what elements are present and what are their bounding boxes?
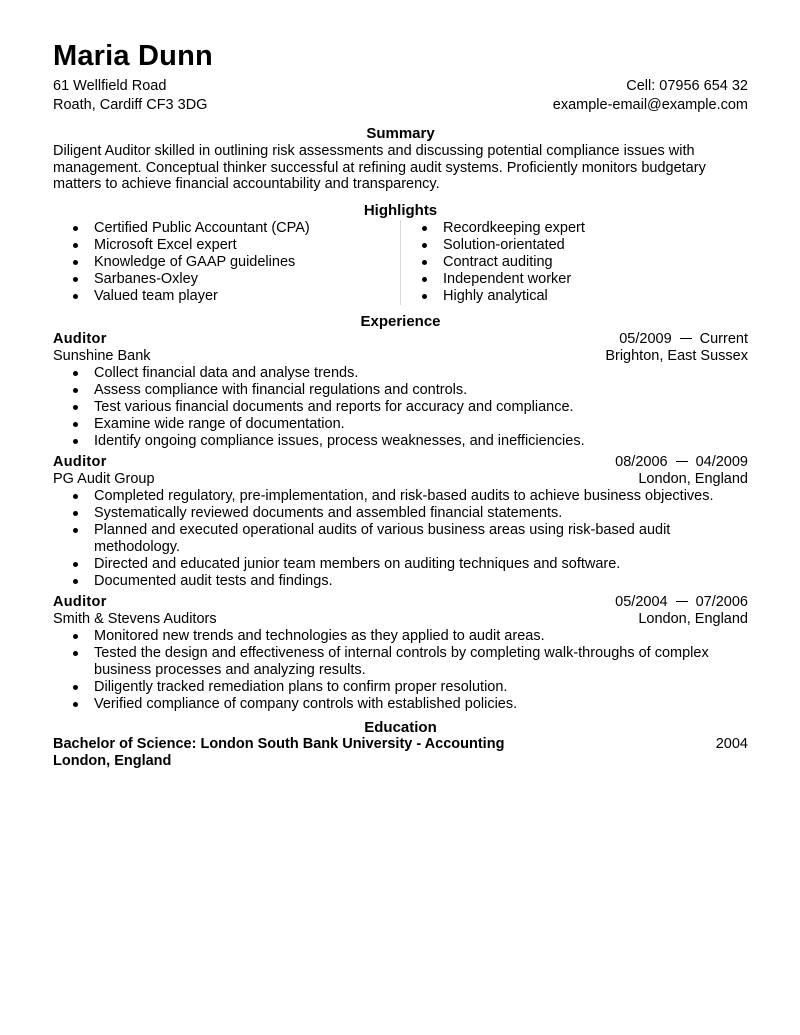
- job-dates: [615, 594, 748, 611]
- experience-heading: Experience: [360, 312, 441, 330]
- duty-item: Examine wide range of documentation.: [53, 416, 748, 433]
- highlight-item: Sarbanes-Oxley: [53, 271, 400, 288]
- job-dates: [619, 331, 748, 348]
- job-dates: [615, 454, 748, 471]
- date-dash: [676, 461, 688, 462]
- job-duties: [53, 488, 748, 590]
- highlight-item: Solution-orientated: [401, 237, 748, 254]
- job-start-date: 08/2006: [615, 453, 668, 470]
- job-end-date: 07/2006: [695, 593, 748, 610]
- duty-item: Tested the design and effectiveness of internal controls by completing walk-throughs of complex business processes and analyzing results.: [53, 645, 748, 679]
- education-entry: [53, 736, 748, 753]
- job-end-date: 04/2009: [695, 453, 748, 470]
- address-line-2: Roath, Cardiff CF3 3DG: [53, 97, 208, 113]
- job-duties: [53, 628, 748, 713]
- duty-item: Collect financial data and analyse trends.: [53, 365, 748, 382]
- company-name: Smith & Stevens Auditors: [53, 610, 217, 627]
- highlights-heading: Highlights: [363, 201, 438, 219]
- contact-block: [53, 78, 748, 116]
- resume-page: [53, 0, 748, 770]
- highlight-item: Knowledge of GAAP guidelines: [53, 254, 400, 271]
- job-start-date: 05/2004: [615, 593, 668, 610]
- highlight-item: Independent worker: [401, 271, 748, 288]
- graduation-year: 2004: [715, 735, 748, 752]
- company-name: Sunshine Bank: [53, 347, 151, 364]
- duty-item: Diligently tracked remediation plans to confirm proper resolution.: [53, 679, 748, 696]
- job-title: Auditor: [53, 330, 107, 347]
- address-line-1: 61 Wellfield Road: [53, 78, 167, 94]
- education-heading: Education: [364, 718, 437, 736]
- duty-item: Systematically reviewed documents and assembled financial statements.: [53, 505, 748, 522]
- duty-item: Verified compliance of company controls with established policies.: [53, 696, 748, 713]
- highlight-item: Highly analytical: [401, 288, 748, 305]
- highlights-left-list: [53, 220, 400, 305]
- duty-item: Completed regulatory, pre-implementation, and risk-based audits to achieve business objectives.: [53, 488, 748, 505]
- job-end-date: Current: [699, 330, 748, 347]
- highlight-item: Certified Public Accountant (CPA): [53, 220, 400, 237]
- job-duties: [53, 365, 748, 450]
- job-title: Auditor: [53, 453, 107, 470]
- job-location: London, England: [638, 610, 748, 627]
- degree-name: Bachelor of Science: London South Bank University - Accounting: [53, 735, 505, 752]
- job-start-date: 05/2009: [619, 330, 672, 347]
- job-title: Auditor: [53, 593, 107, 610]
- highlight-item: Valued team player: [53, 288, 400, 305]
- date-dash: [676, 601, 688, 602]
- job-entry: [53, 331, 748, 450]
- duty-item: Test various financial documents and reports for accuracy and compliance.: [53, 399, 748, 416]
- highlight-item: Contract auditing: [401, 254, 748, 271]
- duty-item: Planned and executed operational audits of various business areas using risk-based audit methodology.: [53, 522, 748, 556]
- education-location: London, England: [53, 752, 172, 769]
- duty-item: Identify ongoing compliance issues, process weaknesses, and inefficiencies.: [53, 433, 748, 450]
- job-location: Brighton, East Sussex: [605, 347, 748, 364]
- duty-item: Assess compliance with financial regulations and controls.: [53, 382, 748, 399]
- highlight-item: Microsoft Excel expert: [53, 237, 400, 254]
- candidate-name: Maria Dunn: [53, 40, 213, 72]
- date-dash: [680, 338, 692, 339]
- duty-item: Documented audit tests and findings.: [53, 573, 748, 590]
- phone-number: Cell: 07956 654 32: [626, 78, 748, 94]
- duty-item: Monitored new trends and technologies as they applied to audit areas.: [53, 628, 748, 645]
- company-name: PG Audit Group: [53, 470, 155, 487]
- job-entry: [53, 594, 748, 713]
- summary-heading: Summary: [366, 125, 435, 142]
- highlights-columns: [53, 220, 748, 305]
- job-entry: [53, 454, 748, 590]
- highlight-item: Recordkeeping expert: [401, 220, 748, 237]
- summary-text: Diligent Auditor skilled in outlining risk assessments and discussing potential compliance issues with management. Conceptual thinker successful at refining audit systems. Proficiently monitors budgetary matters to achieve financial accountability and transparency.: [53, 143, 706, 192]
- email-address: example-email@example.com: [552, 97, 748, 113]
- duty-item: Directed and educated junior team members on auditing techniques and software.: [53, 556, 748, 573]
- highlights-right-list: [400, 220, 748, 305]
- job-location: London, England: [638, 470, 748, 487]
